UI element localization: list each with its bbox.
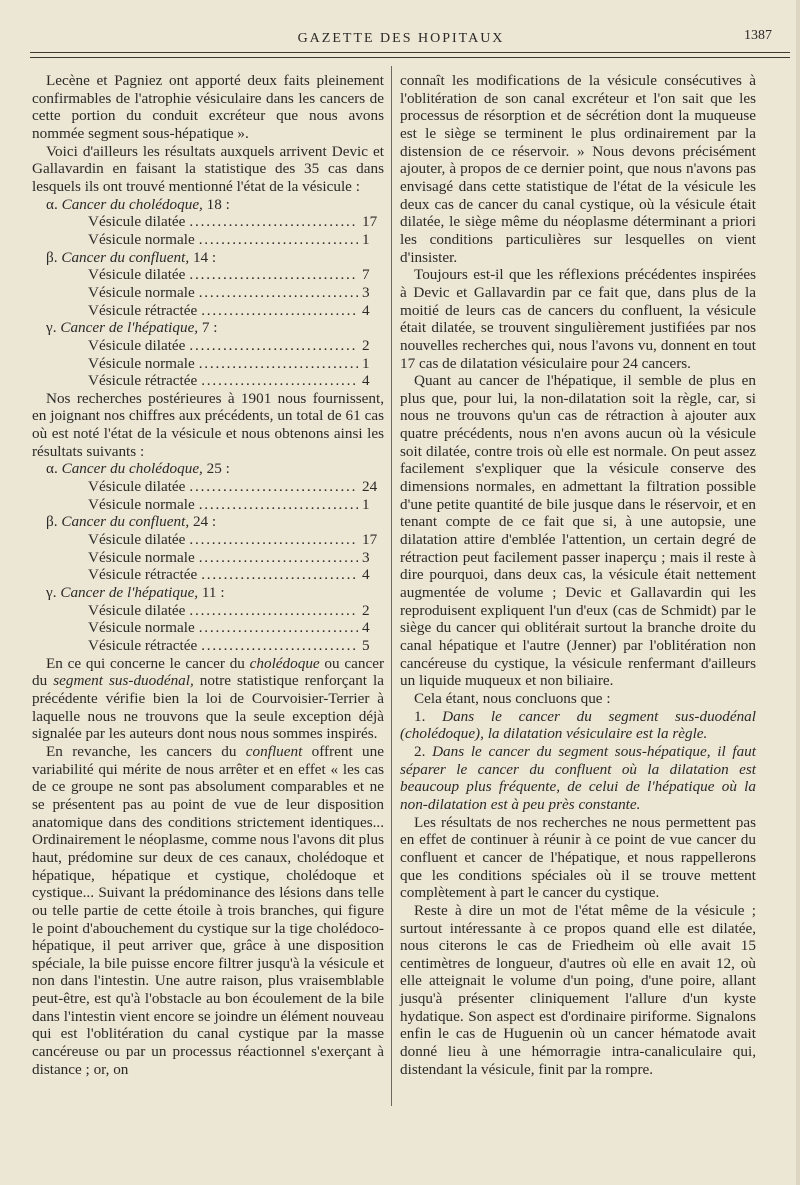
paragraph: Voici d'ailleurs les résultats auxquels arrivent Devic et Gallavardin en faisant la statistique des 35 cas dans lesquels ils ont trouvé mentionné l'état de la vésicule : [32,142,384,195]
stats-row: Vésicule dilatée . . . 7 [32,266,384,284]
stats-row: Vésicule dilatée . . . 24 [32,478,384,496]
stats-table-1 [32,196,384,390]
stats-row: Vésicule normale . . . 1 [32,496,384,514]
paragraph: connaît les modifications de la vésicule consécutives à l'oblitération de son canal excréteur et l'on sait que les processus de résorption et de sécrétion dont la muqueuse est le siège se terminent le plus ordinairement par la distension de ce réservoir. » Nous devons précisément ajouter, à propos de ce dernier point, que nous n'avons pas envisagé dans cette statistique de l'état de la vésicule les deux cas de cancer du canal cystique, où la vésicule était dilatée, le siège même du néoplasme déterminant a priori les conditions particulières sur lesquelles on vient d'insister. [400,72,756,266]
stats-group-label: α. Cancer du cholédoque, 25 : [46,460,230,478]
header-rule-top [30,52,790,53]
stats-row: Vésicule rétractée . . . 5 [32,637,384,655]
stats-row: Vésicule normale . . . 3 [32,549,384,567]
paragraph: Reste à dire un mot de l'état même de la vésicule ; surtout intéressante à ce propos quand elle est dilatée, nous citerons le cas de Friedheim où elle avait 15 centimètres de longueur, d'autres où elle en avait 12, où elle atteignait le volume d'un poing, d'une poire, allant jusqu'à présenter cliniquement l'allure d'un kyste hydatique. Son aspect est d'ordinaire piriforme. Signalons enfin le cas de Huguenin où un cancer hématode avait donné lieu à une hémorragie intra-canaliculaire qui, distendant la vésicule, finit par la rompre. [400,901,756,1078]
stats-row: Vésicule normale . . . 1 [32,355,384,373]
stats-row: Vésicule rétractée . . . 4 [32,302,384,320]
stats-group-label: β. Cancer du confluent, 14 : [46,248,217,266]
paragraph: Les résultats de nos recherches ne nous permettent pas en effet de continuer à réunir à ce point de vue cancer du confluent et cancer de l'hépatique, et nous rappellerons que les conditions spéciales où il se trouve mettent complètement à part le cancer du cystique. [400,813,756,902]
stats-row: Vésicule dilatée . . . 2 [32,337,384,355]
page-number: 1387 [744,28,772,43]
left-column [32,72,384,1078]
stats-row: Vésicule rétractée . . . 4 [32,566,384,584]
stats-table-2 [32,460,384,654]
paragraph: En revanche, les cancers du confluent offrent une variabilité qui mérite de nous arrêter et en effet « les cas de ce groupe ne sont pas absolument comparables et ne se présentent pas au point de vue de leur disposition anatomique dans des conditions strictement identiques... Ordinairement le néoplasme, comme nous l'avons dit plus haut, prédomine sur deux de ces canaux, cholédoque et hépatique, hépatique et cystique, cholédoque et cystique... Suivant la prédominance des lésions dans telle ou telle partie de cette étoile à trois branches, qui figure le point d'abouchement du cystique sur la tige cholédoco-hépatique, il peut arriver que, grâce à une disposition spéciale, la bile puisse encore filtrer jusqu'à la vésicule et non dans l'intestin. Une autre raison, plus vraisemblable peut-être, est qu'à l'obstacle au bon écoulement de la bile dans l'intestin vient encore se joindre un élément nouveau qui est l'oblitération du canal cystique par la masse cancéreuse ou par un processus réactionnel s'exerçant à distance ; or, on [32,742,384,1078]
running-title: GAZETTE DES HOPITAUX [297,31,505,46]
stats-row: Vésicule dilatée . . . 2 [32,602,384,620]
column-divider [391,66,392,1106]
conclusion-2: 2. Dans le cancer du segment sous-hépatique, il faut séparer le cancer du confluent où la dilatation est beaucoup plus fréquente, de celui de l'hépatique où la non-dilatation est à peu près constante. [400,742,756,813]
header-rule-bottom [30,57,790,58]
paragraph: Nos recherches postérieures à 1901 nous fournissent, en joignant nos chiffres aux précédents, un total de 61 cas où est noté l'état de la vésicule et nous obtenons ainsi les résultats suivants : [32,389,384,460]
stats-group-label: β. Cancer du confluent, 24 : [46,513,217,531]
stats-row: Vésicule normale . . . 4 [32,619,384,637]
stats-row: Vésicule rétractée . . . 4 [32,372,384,390]
stats-row: Vésicule normale . . . 3 [32,284,384,302]
paragraph: En ce qui concerne le cancer du cholédoque ou cancer du segment sus-duodénal, notre statistique renforçant la précédente vérifie bien la loi de Courvoisier-Terrier à laquelle nous ne trouvons que la seule exception déjà signalée par les auteurs dont nous nous sommes inspirés. [32,654,384,743]
stats-group-label: α. Cancer du cholédoque, 18 : [46,195,230,213]
stats-row: Vésicule dilatée . . . 17 [32,531,384,549]
conclusion-1: 1. Dans le cancer du segment sus-duodénal (cholédoque), la dilatation vésiculaire est la règle. [400,707,756,743]
page-edge [796,0,800,1185]
paragraph: Cela étant, nous concluons que : [414,689,611,707]
stats-group-label: γ. Cancer de l'hépatique, 11 : [46,584,225,602]
paragraph: Lecène et Pagniez ont apporté deux faits pleinement confirmables de l'atrophie vésiculaire dans les cancers de cette portion du conduit excréteur que nous avons nommée segment sous-hépatique ». [32,72,384,142]
right-column [400,72,756,1078]
stats-row: Vésicule dilatée . . . 17 [32,213,384,231]
paragraph: Toujours est-il que les réflexions précédentes inspirées à Devic et Gallavardin par ce fait que, dans plus de la moitié de leurs cas de cancers du confluent, la vésicule était dilatée, se trouvent singulièrement justifiées par nos nouvelles recherches qui, nous l'avons vu, donnent en tout 17 cas de dilatation vésiculaire pour 24 cancers. [400,266,756,372]
paragraph: Quant au cancer de l'hépatique, il semble de plus en plus que, pour lui, la non-dilatation soit la règle, car, si nous ne trouvons qu'un cas de rétraction à ajouter aux quatre précédents, nous n'en avons aucun où la vésicule soit dilatée, contre trois où elle est normale. On peut assez facilement s'expliquer que la vésicule conserve des dimensions normales, en admettant la filtration possible d'une petite quantité de bile jusque dans le réservoir, et en tenant compte de ce fait que si, à une autopsie, une dilatation attire d'emblée l'attention, un certain degré de rétraction peut facilement passer inaperçu ; mais il reste à dire pourquoi, dans deux cas, la vésicule était nettement augmentée de volume ; Devic et Gallavardin qui les reproduisent expliquent l'un d'eux (cas de Schmidt) par le siège du cancer qui oblitérait surtout la branche droite du canal hépatique et l'autre (Jenner) par l'oblitération non cancéreuse du cystique, la vésicule renfermant d'ailleurs un liquide muqueux et non biliaire. [400,372,756,690]
stats-group-label: γ. Cancer de l'hépatique, 7 : [46,319,218,337]
stats-row: Vésicule normale . . . 1 [32,231,384,249]
page-header [30,28,772,50]
